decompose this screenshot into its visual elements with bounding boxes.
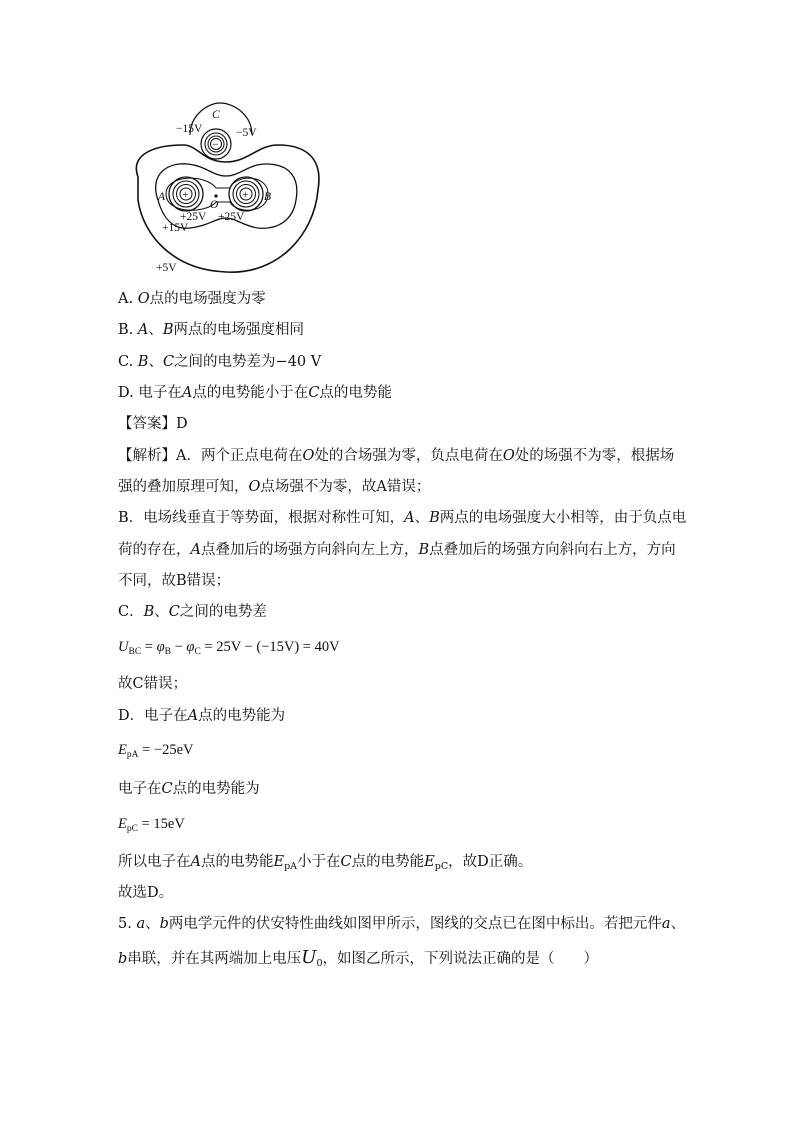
label-o: O (210, 199, 219, 211)
analysis-b-line2: 荷的存在，A点叠加后的场强方向斜向左上方，B点叠加后的场强方向斜向右上方，方向 (118, 542, 676, 558)
analysis-c-line2: 故C错误； (118, 676, 188, 692)
label-c: C (212, 109, 220, 121)
analysis-b-line1: B．电场线垂直于等势面，根据对称性可知，A、B两点的电场强度大小相等，由于负点电 (118, 510, 687, 526)
equipotential-figure (118, 100, 338, 275)
option-c: C. B、C之间的电势差为−40 V (118, 354, 322, 370)
label-minus15v: −15V (176, 123, 203, 135)
analysis-a-line1: 【解析】A．两个正点电荷在O处的合场强为零，负点电荷在O处的场强不为零，根据场 (118, 448, 675, 464)
option-d: D. 电子在A点的电势能小于在C点的电势能 (118, 385, 392, 401)
equation-ubc: $U_{BC} = \varphi_B - \varphi_C = 25V - (-15V) = 40V$ (118, 639, 340, 657)
charge-b-sign: + (242, 189, 249, 201)
point-o-dot (214, 194, 217, 197)
label-plus15v: +15V (162, 222, 189, 234)
option-a: A. O点的电场强度为零 (118, 291, 266, 307)
analysis-conclusion: 故选D。 (118, 885, 174, 901)
analysis-c-line1: C．B、C之间的电势差 (118, 604, 267, 620)
analysis-d-line1: D．电子在A点的电势能为 (118, 708, 286, 724)
answer-line: 【答案】D (118, 416, 188, 432)
option-b: B. A、B两点的电场强度相同 (118, 322, 305, 338)
label-b: B (264, 191, 272, 203)
equipotential-plus5 (136, 145, 319, 272)
charge-c-sign: − (212, 139, 219, 151)
question5-line1: 5. a、b两电学元件的伏安特性曲线如图甲所示，图线的交点已在图中标出。若把元件a、 (118, 916, 686, 932)
label-minus5v: −5V (236, 127, 257, 139)
equation-epa: $E_{pA} = -25eV$ (118, 742, 194, 760)
analysis-b-line3: 不同，故B错误； (118, 573, 231, 589)
question5-line2: b串联，并在其两端加上电压$U_0$，如图乙所示，下列说法正确的是（ ） (118, 947, 599, 969)
charge-a-sign: + (182, 189, 189, 201)
analysis-d-line2: 电子在C点的电势能为 (118, 781, 260, 797)
equation-epc: $E_{pC} = 15eV$ (118, 816, 185, 834)
label-plus25v-b: +25V (218, 211, 245, 223)
label-a: A (158, 191, 166, 203)
analysis-a-line2: 强的叠加原理可知，O点场强不为零，故A错误； (118, 479, 431, 495)
label-plus5v: +5V (156, 262, 177, 274)
analysis-d-line3: 所以电子在A点的电势能$E_{pA}$小于在C点的电势能$E_{pC}$，故D正确。 (118, 854, 533, 872)
label-plus25v-a: +25V (180, 211, 207, 223)
